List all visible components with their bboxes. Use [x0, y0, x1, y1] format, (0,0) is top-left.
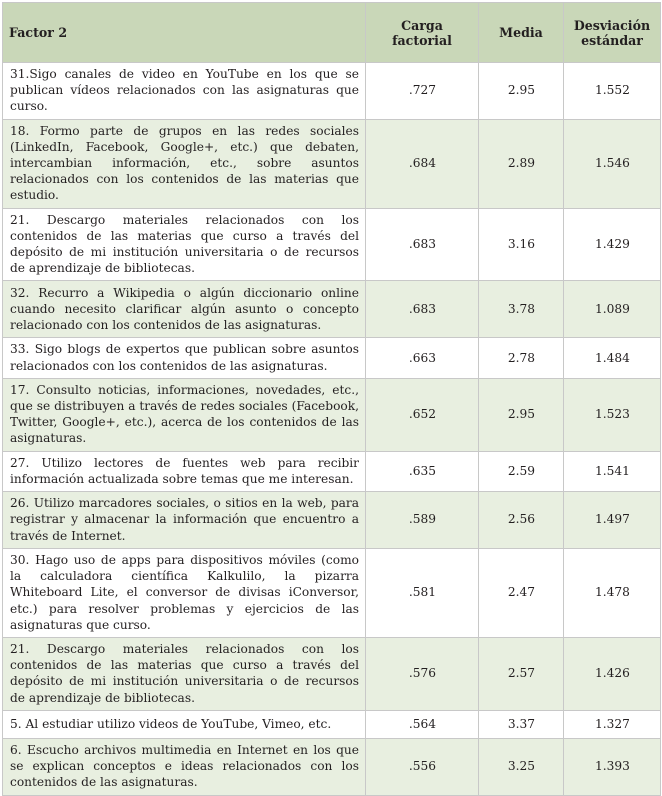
header-sd-line2: estándar	[581, 32, 643, 48]
sd-value: 1.484	[564, 338, 661, 378]
loading-value: .635	[366, 451, 479, 491]
item-text: 5. Al estudiar utilizo videos de YouTube, Vimeo, etc.	[3, 710, 366, 738]
loading-value: .589	[366, 492, 479, 549]
table-row	[3, 119, 661, 208]
loading-value: .581	[366, 549, 479, 638]
mean-value: 3.37	[479, 710, 564, 738]
item-text: 30. Hago uso de apps para dispositivos móviles (como la calculadora científica Kalkulilo, la pizarra Whiteboard Lite, el conversor de divisas iConversor, etc.) para resolver problemas y ejercicios de las asignaturas que curso.	[3, 549, 366, 638]
table-row	[3, 710, 661, 738]
sd-value: 1.429	[564, 208, 661, 281]
item-text: 21. Descargo materiales relacionados con los contenidos de las materias que curso a través del depósito de mi institución universitaria o de recursos de aprendizaje de bibliotecas.	[3, 208, 366, 281]
header-sd-line1: Desviación	[573, 17, 651, 33]
sd-value: 1.497	[564, 492, 661, 549]
mean-value: 2.78	[479, 338, 564, 378]
sd-value: 1.541	[564, 451, 661, 491]
table-row	[3, 378, 661, 451]
mean-value: 2.47	[479, 549, 564, 638]
item-text: 18. Formo parte de grupos en las redes sociales (LinkedIn, Facebook, Google+, etc.) que debaten, intercambian información, etc., sobre asuntos relacionados con los contenidos de las materias que estudio.	[3, 119, 366, 208]
mean-value: 2.95	[479, 378, 564, 451]
sd-value: 1.523	[564, 378, 661, 451]
loading-value: .556	[366, 738, 479, 795]
table-row	[3, 738, 661, 795]
mean-value: 2.57	[479, 638, 564, 711]
sd-value: 1.327	[564, 710, 661, 738]
item-text: 26. Utilizo marcadores sociales, o sitios en la web, para registrar y almacenar la información que encuentro a través de Internet.	[3, 492, 366, 549]
sd-value: 1.478	[564, 549, 661, 638]
mean-value: 2.59	[479, 451, 564, 491]
loading-value: .576	[366, 638, 479, 711]
loading-value: .564	[366, 710, 479, 738]
mean-value: 3.16	[479, 208, 564, 281]
table-row	[3, 638, 661, 711]
item-text: 27. Utilizo lectores de fuentes web para recibir información actualizada sobre temas que me interesan.	[3, 451, 366, 491]
header-sd	[564, 3, 661, 63]
loading-value: .684	[366, 119, 479, 208]
loading-value: .652	[366, 378, 479, 451]
item-text: 17. Consulto noticias, informaciones, novedades, etc., que se distribuyen a través de redes sociales (Facebook, Twitter, Google+, etc.), acerca de los contenidos de las asignaturas.	[3, 378, 366, 451]
sd-value: 1.426	[564, 638, 661, 711]
sd-value: 1.552	[564, 63, 661, 120]
sd-value: 1.393	[564, 738, 661, 795]
table-row	[3, 549, 661, 638]
item-text: 33. Sigo blogs de expertos que publican sobre asuntos relacionados con los contenidos de las asignaturas.	[3, 338, 366, 378]
table-row	[3, 338, 661, 378]
item-text: 32. Recurro a Wikipedia o algún diccionario online cuando necesito clarificar algún asunto o concepto relacionado con los contenidos de las asignaturas.	[3, 281, 366, 338]
mean-value: 2.89	[479, 119, 564, 208]
header-factor: Factor 2	[3, 3, 366, 63]
table-row	[3, 451, 661, 491]
mean-value: 2.95	[479, 63, 564, 120]
mean-value: 2.56	[479, 492, 564, 549]
loading-value: .663	[366, 338, 479, 378]
table-row	[3, 208, 661, 281]
table-row	[3, 281, 661, 338]
factor-table	[2, 2, 661, 796]
sd-value: 1.546	[564, 119, 661, 208]
item-text: 21. Descargo materiales relacionados con los contenidos de las materias que curso a través del depósito de mi institución universitaria o de recursos de aprendizaje de bibliotecas.	[3, 638, 366, 711]
header-loading: Carga factorial	[366, 3, 479, 63]
mean-value: 3.25	[479, 738, 564, 795]
item-text: 31.Sigo canales de video en YouTube en los que se publican vídeos relacionados con las asignaturas que curso.	[3, 63, 366, 120]
header-row	[3, 3, 661, 63]
loading-value: .727	[366, 63, 479, 120]
loading-value: .683	[366, 281, 479, 338]
table-row	[3, 492, 661, 549]
item-text: 6. Escucho archivos multimedia en Internet en los que se explican conceptos e ideas relacionados con los contenidos de las asignaturas.	[3, 738, 366, 795]
loading-value: .683	[366, 208, 479, 281]
mean-value: 3.78	[479, 281, 564, 338]
sd-value: 1.089	[564, 281, 661, 338]
table-row	[3, 63, 661, 120]
header-mean: Media	[479, 3, 564, 63]
